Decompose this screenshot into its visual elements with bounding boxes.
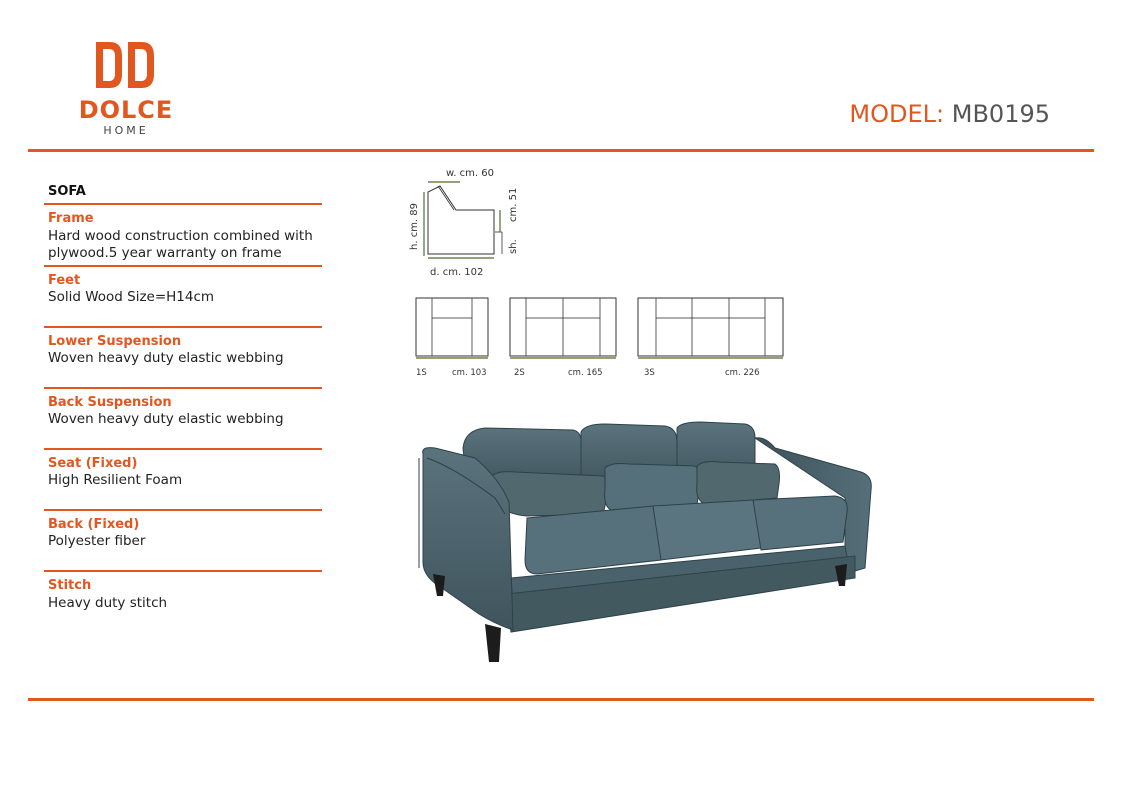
size-code: 2S <box>514 368 525 378</box>
spec-divider <box>44 387 322 389</box>
spec-divider <box>44 570 322 572</box>
spec-value-lower-suspension: Woven heavy duty elastic webbing <box>48 350 284 366</box>
brand-subtitle: HOME <box>103 124 149 137</box>
spec-label-lower-suspension: Lower Suspension <box>48 334 182 349</box>
size-3s-diagram <box>638 298 783 378</box>
size-2s-diagram <box>510 298 616 378</box>
depth-label: d. cm. 102 <box>430 267 484 278</box>
bottom-divider <box>28 698 1094 701</box>
product-title: SOFA <box>48 184 86 199</box>
spec-divider <box>44 509 322 511</box>
spec-label-feet: Feet <box>48 273 81 288</box>
seat-label: sh. <box>508 239 519 254</box>
size-code: 1S <box>416 368 427 378</box>
spec-value-back: Polyester fiber <box>48 533 146 549</box>
model-label: MODEL: <box>849 100 945 128</box>
dd-monogram-icon <box>94 40 156 90</box>
spec-value-back-suspension: Woven heavy duty elastic webbing <box>48 411 284 427</box>
size-code: 3S <box>644 368 655 378</box>
spec-label-seat: Seat (Fixed) <box>48 456 138 471</box>
spec-label-frame: Frame <box>48 211 94 226</box>
size-width: cm. 226 <box>725 368 760 378</box>
spec-divider <box>44 265 322 267</box>
spec-divider <box>44 448 322 450</box>
size-width: cm. 103 <box>452 368 487 378</box>
spec-divider <box>44 203 322 205</box>
model-number: MB0195 <box>951 100 1050 128</box>
spec-label-back: Back (Fixed) <box>48 517 140 532</box>
brand-name: DOLCE <box>78 96 174 124</box>
side-profile-diagram <box>398 162 538 282</box>
model-heading <box>849 100 1050 128</box>
seat-height-label: cm. 51 <box>508 187 519 222</box>
spec-value-stitch: Heavy duty stitch <box>48 595 168 611</box>
spec-value-seat: High Resilient Foam <box>48 472 183 488</box>
spec-value-feet: Solid Wood Size=H14cm <box>48 289 215 305</box>
size-variants-diagram <box>412 294 792 380</box>
height-label: h. cm. 89 <box>409 202 420 250</box>
brand-logo <box>60 38 190 143</box>
top-divider <box>28 149 1094 152</box>
spec-divider <box>44 326 322 328</box>
size-1s-diagram <box>416 298 488 378</box>
size-width: cm. 165 <box>568 368 603 378</box>
width-label: w. cm. 60 <box>446 168 494 179</box>
sofa-product-image <box>415 418 880 668</box>
spec-label-stitch: Stitch <box>48 578 92 593</box>
spec-value-frame: Hard wood construction combined with plywood.5 year warranty on frame <box>48 228 313 261</box>
spec-label-back-suspension: Back Suspension <box>48 395 172 410</box>
